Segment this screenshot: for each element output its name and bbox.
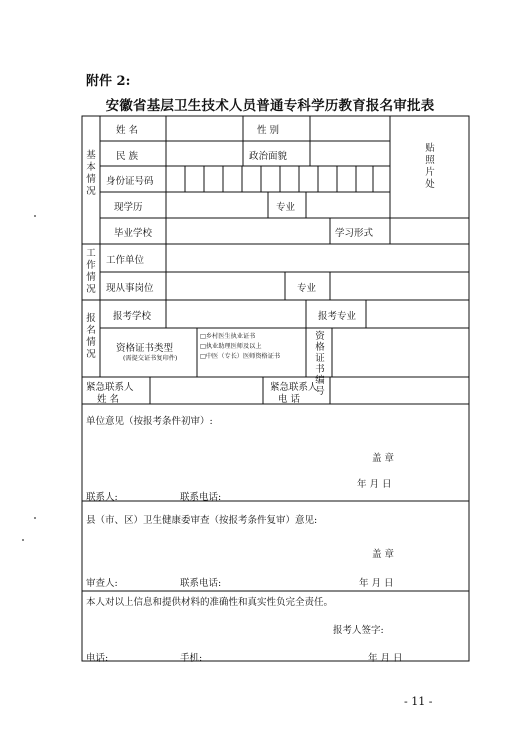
label-emergency-name-2: 姓 名 — [97, 394, 120, 405]
section-work-label: 工作情况 — [86, 248, 96, 295]
label-exam-major: 报考专业 — [318, 311, 357, 322]
unit-phone-label: 联系电话: — [180, 492, 222, 503]
signature-label: 报考人签字: — [333, 625, 384, 636]
declaration-text: 本人对以上信息和提供材料的准确性和真实性负完全责任。 — [86, 597, 334, 608]
scan-dot — [34, 215, 36, 217]
label-ethnicity: 民 族 — [116, 151, 139, 162]
label-photo: 贴照片处 — [425, 143, 435, 190]
cert-option-2[interactable]: □执业助理医师及以上 — [200, 343, 262, 350]
label-id-number: 身份证号码 — [106, 176, 154, 187]
declaration-date: 年 月 日 — [368, 653, 403, 664]
page-number: - 11 - — [404, 695, 433, 708]
label-position: 现从事岗位 — [106, 283, 154, 294]
county-phone-label: 联系电话: — [180, 578, 222, 589]
label-exam-school: 报考学校 — [113, 311, 152, 322]
label-gender: 性 别 — [257, 125, 280, 136]
county-review-title: 县（市、区）卫生健康委审查（按报考条件复审）意见: — [86, 515, 318, 526]
label-major-1: 专业 — [276, 202, 296, 213]
label-emergency-phone-1: 紧急联系人 — [270, 382, 318, 393]
label-political: 政治面貌 — [249, 151, 288, 162]
scan-dot — [22, 539, 24, 541]
cert-option-3[interactable]: □中医（专长）医师资格证书 — [200, 353, 281, 360]
unit-opinion-title: 单位意见（按报考条件初审）: — [86, 416, 213, 427]
label-major-2: 专业 — [297, 283, 317, 294]
label-emergency-name-1: 紧急联系人 — [86, 382, 134, 393]
label-current-edu: 现学历 — [114, 202, 143, 213]
cert-option-1[interactable]: □乡村医生执业证书 — [200, 333, 256, 340]
label-cert-note: (需提交证书复印件) — [123, 355, 178, 362]
county-seal: 盖 章 — [372, 549, 395, 560]
attachment-label: 附件 2: — [86, 74, 131, 89]
label-cert-type: 资格证书类型 — [116, 343, 174, 354]
county-reviewer-label: 审查人: — [86, 578, 118, 589]
unit-seal: 盖 章 — [372, 453, 395, 464]
section-basic-label: 基本情况 — [86, 150, 96, 197]
declaration-phone-label: 电话: — [86, 653, 109, 664]
declaration-mobile-label: 手机: — [180, 653, 203, 664]
unit-date: 年 月 日 — [357, 479, 392, 490]
scan-dot — [34, 517, 36, 519]
label-study-form: 学习形式 — [335, 228, 374, 239]
section-apply-label: 报名情况 — [86, 313, 96, 360]
label-name: 姓 名 — [116, 125, 139, 136]
unit-contact-label: 联系人: — [86, 492, 118, 503]
label-grad-school: 毕业学校 — [114, 228, 153, 239]
label-cert-no: 资格证书编号 — [315, 331, 325, 397]
label-work-unit: 工作单位 — [106, 255, 145, 266]
county-date: 年 月 日 — [359, 578, 394, 589]
form-title: 安徽省基层卫生技术人员普通专科学历教育报名审批表 — [105, 98, 435, 114]
label-emergency-phone-2: 电 话 — [278, 394, 301, 405]
